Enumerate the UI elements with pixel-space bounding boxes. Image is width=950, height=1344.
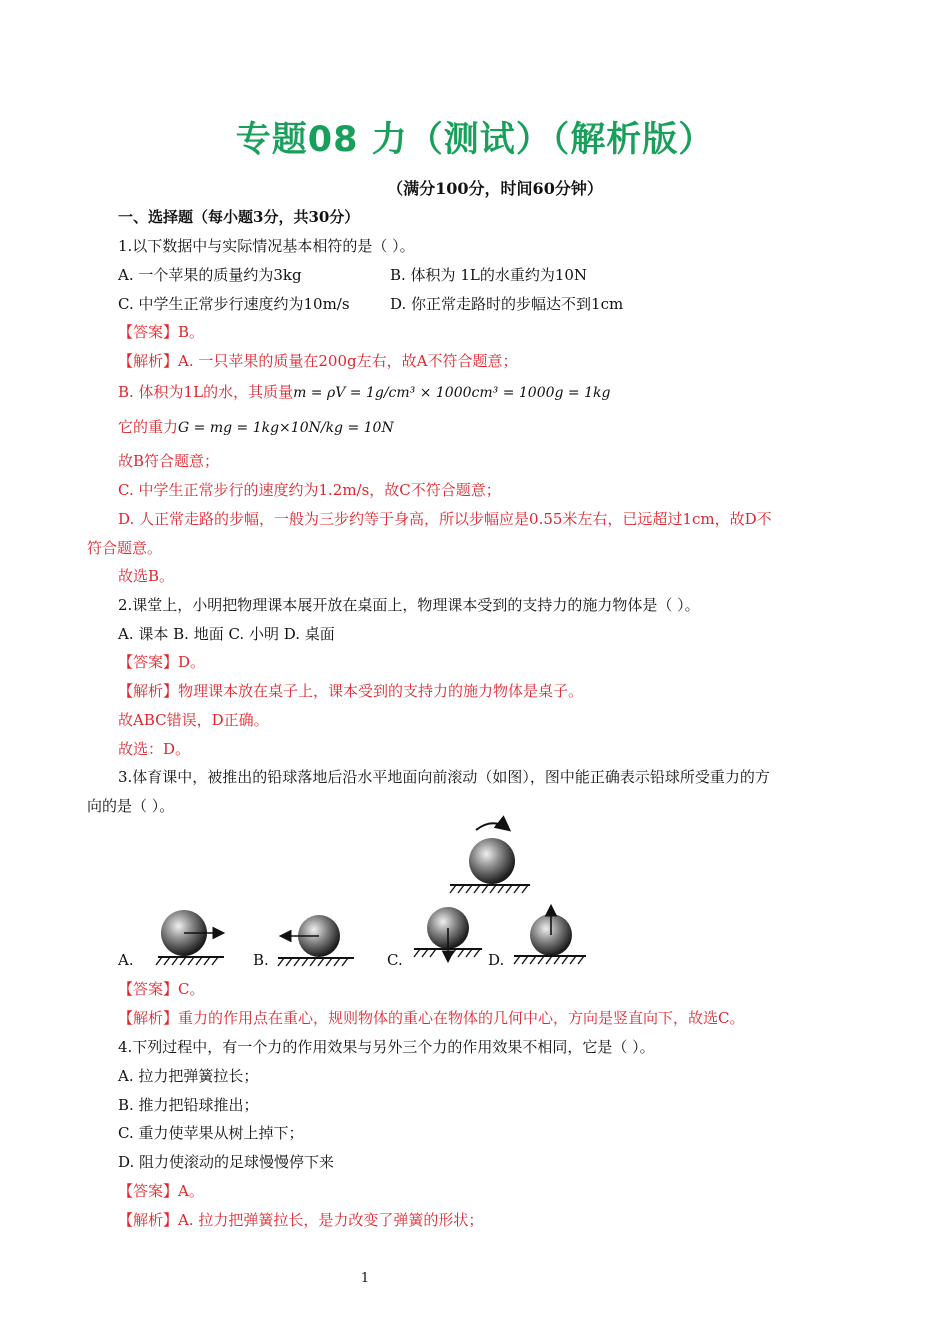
mass-formula: m = ρV = 1g/cm³ × 1000cm³ = 1000g = 1kg [293, 385, 611, 401]
q3-label-c: C. [387, 951, 403, 969]
q3-stem-1: 3.体育课中，被推出的铅球落地后沿水平地面向前滚动（如图），图中能正确表示铅球所受重力的方 [118, 768, 770, 786]
analysis-text: A. 拉力把弹簧拉长，是力改变了弹簧的形状； [178, 1211, 484, 1229]
analysis-tag: 【解析】 [118, 682, 179, 700]
option-a-diagram [156, 910, 224, 965]
q2-stem: 2.课堂上，小明把物理课本展开放在桌面上，物理课本受到的支持力的施力物体是（ ）。 [118, 596, 700, 614]
q2-analysis-2: 故ABC错误，D正确。 [118, 711, 269, 729]
q1-analysis-5: C. 中学生正常步行的速度约为1.2m/s，故C不符合题意； [118, 481, 501, 499]
q4-option-d: D. 阻力使滚动的足球慢慢停下来 [118, 1153, 335, 1171]
option-c-diagram [414, 907, 482, 960]
q4-option-c: C. 重力使苹果从树上掉下； [118, 1124, 304, 1142]
answer-tag: 【答案】 [118, 1182, 179, 1200]
answer-tag: 【答案】 [118, 323, 179, 341]
page-subtitle: （满分100分，时间60分钟） [387, 179, 603, 198]
q1-option-d: D. 你正常走路时的步幅达不到1cm [390, 295, 624, 313]
q4-option-b: B. 推力把铅球推出； [118, 1096, 259, 1114]
shot-put-figure [100, 815, 620, 975]
rolling-ball-scene [450, 823, 530, 893]
q1-analysis-2 [118, 382, 610, 403]
q1-analysis-7: 符合题意。 [87, 539, 163, 557]
q3-label-a: A. [118, 951, 134, 969]
q1-analysis-1 [118, 351, 517, 371]
q1-option-a: A. 一个苹果的质量约为3kg [118, 266, 302, 284]
answer-value: B。 [178, 323, 205, 341]
answer-value: D。 [178, 653, 206, 671]
section-heading: 一、选择题（每小题3分，共30分） [118, 208, 360, 226]
analysis-tag: 【解析】 [118, 1009, 179, 1027]
q2-analysis-3: 故选：D。 [118, 740, 191, 758]
answer-tag: 【答案】 [118, 653, 179, 671]
q1-option-b: B. 体积为 1L的水重约为10N [390, 266, 588, 284]
page-number: 1 [360, 1271, 370, 1286]
page-title: 专题08 力（测试）（解析版） [235, 120, 715, 160]
answer-tag: 【答案】 [118, 980, 179, 998]
analysis-text: A. 一只苹果的质量在200g左右，故A不符合题意； [178, 352, 518, 370]
analysis-tag: 【解析】 [118, 1211, 179, 1229]
analysis-text: 物理课本放在桌子上，课本受到的支持力的施力物体是桌子。 [178, 682, 584, 700]
q4-analysis-1 [118, 1210, 483, 1230]
q1-analysis-6: D. 人正常走路的步幅，一般为三步约等于身高，所以步幅应是0.55米左右，已远超过1cm，故D不 [118, 510, 772, 528]
gravity-formula: G = mg = 1kg×10N/kg = 10N [178, 420, 394, 436]
q2-analysis-1 [118, 681, 583, 701]
analysis-tag: 【解析】 [118, 352, 179, 370]
q3-answer [118, 979, 205, 999]
q4-stem: 4.下列过程中，有一个力的作用效果与另外三个力的作用效果不相同，它是（ ）。 [118, 1038, 655, 1056]
analysis-text: 它的重力 [118, 418, 179, 436]
answer-value: A。 [178, 1182, 204, 1200]
q1-analysis-4: 故B符合题意； [118, 452, 220, 470]
q3-stem-2: 向的是（ ）。 [87, 797, 175, 815]
answer-value: C。 [178, 980, 205, 998]
q1-analysis-3 [118, 417, 394, 438]
q2-options: A. 课本 B. 地面 C. 小明 D. 桌面 [118, 625, 335, 643]
q1-answer [118, 322, 204, 342]
q1-analysis-8: 故选B。 [118, 567, 175, 585]
q1-option-c: C. 中学生正常步行速度约为10m/s [118, 295, 350, 313]
q4-option-a: A. 拉力把弹簧拉长； [118, 1067, 259, 1085]
q3-analysis-1 [118, 1008, 745, 1028]
analysis-text: B. 体积为1L的水，其质量 [118, 383, 294, 401]
q2-answer [118, 652, 205, 672]
q4-answer [118, 1181, 204, 1201]
option-b-diagram [278, 915, 354, 966]
q1-stem: 1.以下数据中与实际情况基本相符的是（ ）。 [118, 237, 415, 255]
q3-label-b: B. [253, 951, 269, 969]
analysis-text: 重力的作用点在重心，规则物体的重心在物体的几何中心，方向是竖直向下，故选C。 [178, 1009, 745, 1027]
q3-label-d: D. [488, 951, 505, 969]
option-d-diagram [514, 907, 586, 964]
